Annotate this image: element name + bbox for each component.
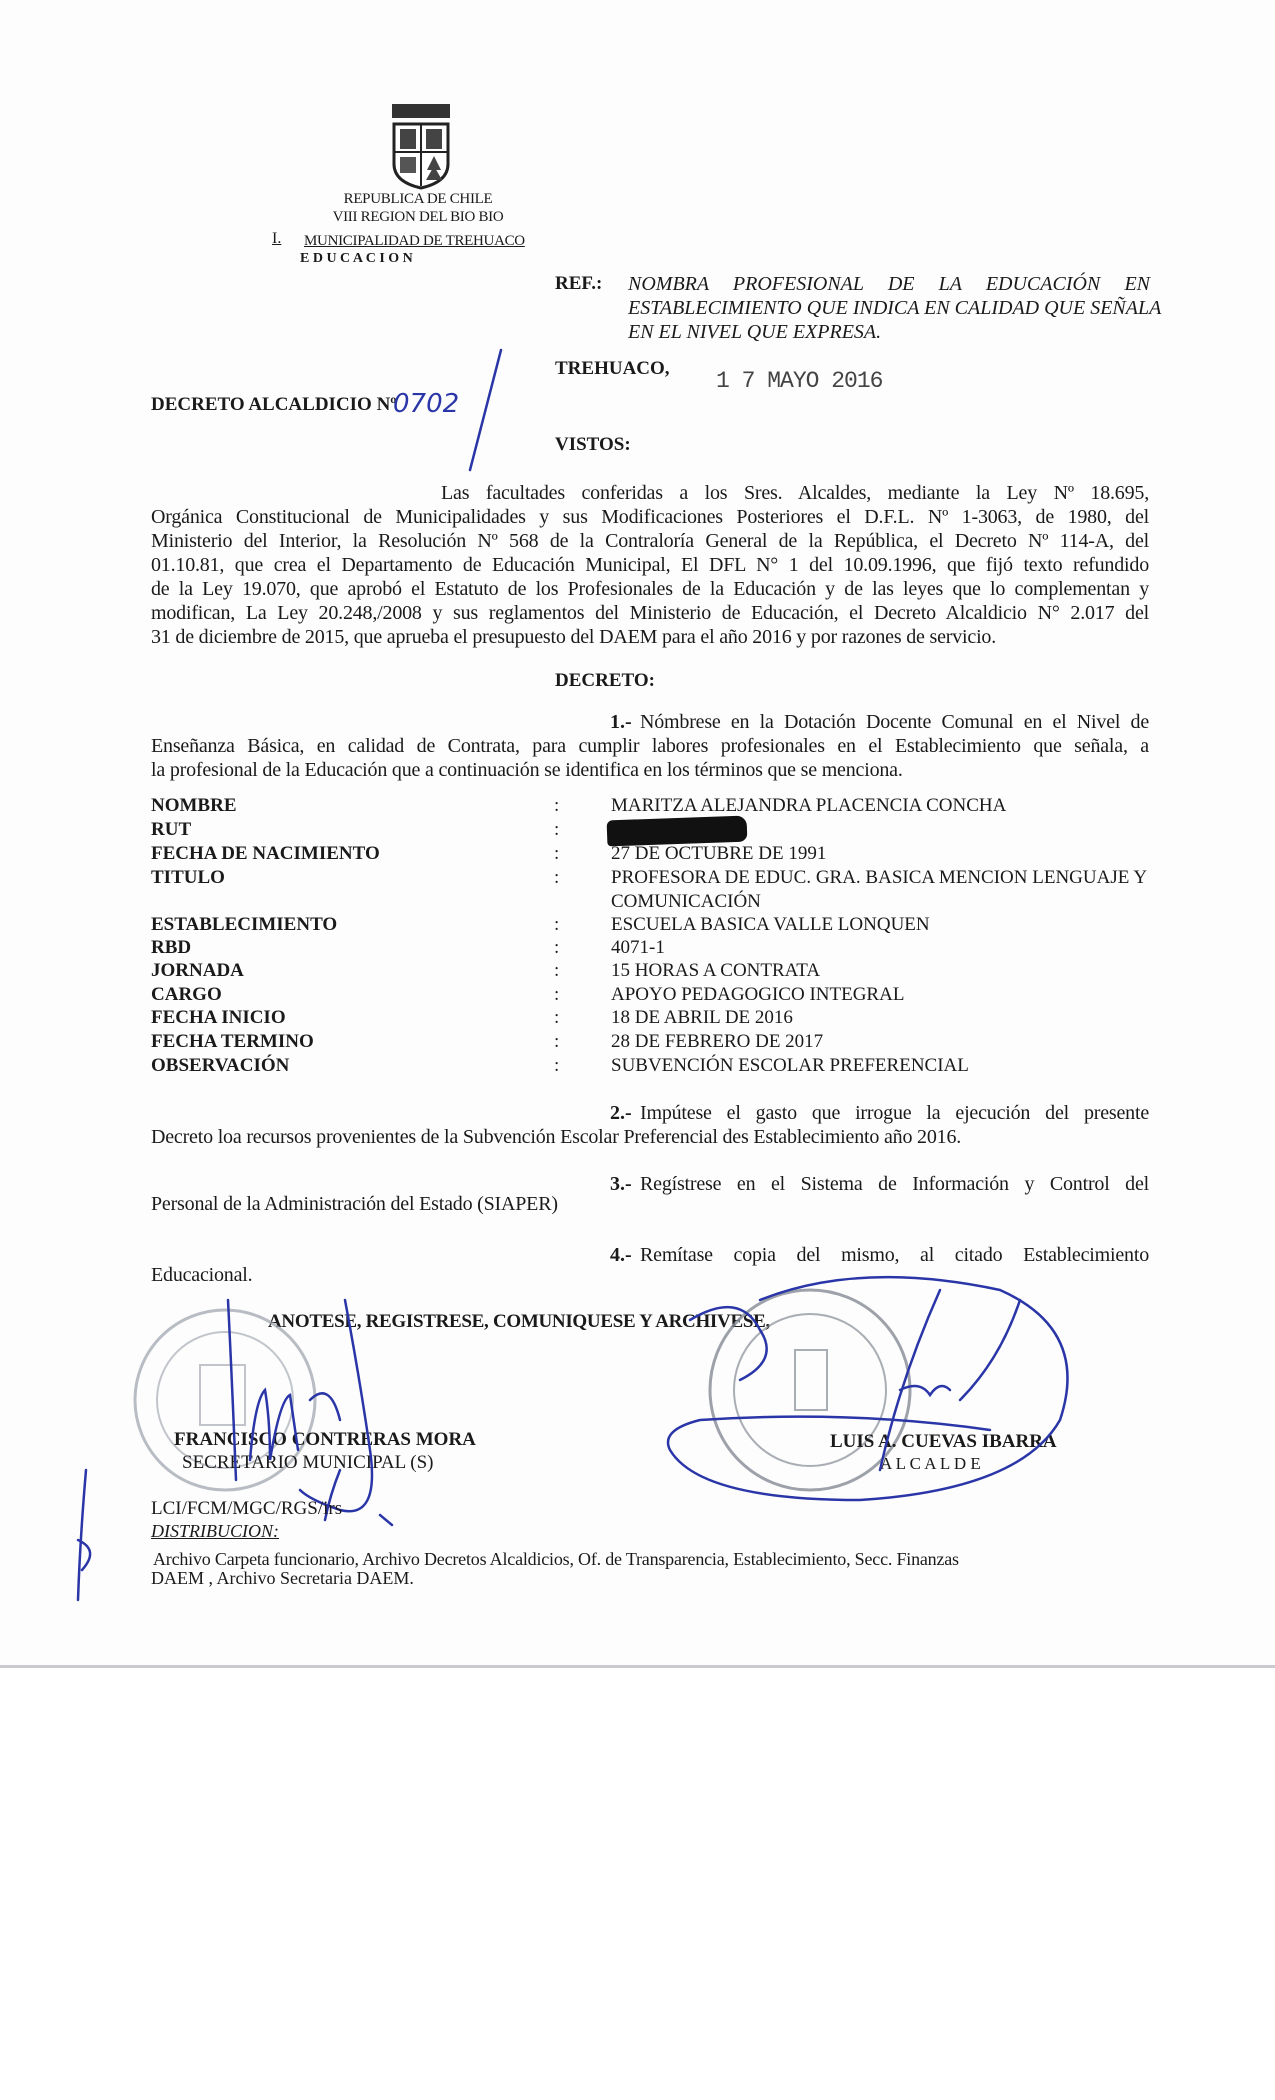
detail-label: TITULO [151, 867, 225, 888]
detail-label: RBD [151, 937, 192, 958]
detail-value: 27 DE OCTUBRE DE 1991 [611, 843, 827, 864]
vistos-line: de la Ley 19.070, que aprobó el Estatuto de los Profesionales de la Educación y de las leyes que lo complementan y [151, 578, 1149, 600]
detail-value: MARITZA ALEJANDRA PLACENCIA CONCHA [611, 795, 1007, 816]
detail-colon: : [554, 960, 560, 981]
mayor-title: A L C A L D E [880, 1454, 981, 1473]
detail-value: COMUNICACIÓN [611, 891, 761, 912]
municipal-crest-icon [0, 0, 1275, 300]
detail-colon: : [554, 984, 560, 1005]
detail-label: FECHA DE NACIMIENTO [151, 843, 380, 864]
item3-line: Regístrese en el Sistema de Información y Control del [640, 1173, 1149, 1195]
decreto-heading: DECRETO: [555, 670, 655, 691]
decree-number: 0702 [393, 389, 460, 419]
vistos-line: Las facultades conferidas a los Sres. Alcaldes, mediante la Ley Nº 18.695, [441, 482, 1149, 504]
detail-value: APOYO PEDAGOGICO INTEGRAL [611, 984, 905, 1005]
detail-value: SUBVENCIÓN ESCOLAR PREFERENCIAL [611, 1055, 969, 1076]
vistos-label: VISTOS: [555, 434, 631, 455]
detail-label: FECHA INICIO [151, 1007, 286, 1028]
initials: LCI/FCM/MGC/RGS/irs [151, 1498, 343, 1519]
detail-colon: : [554, 795, 560, 816]
municipality-prefix: I. [272, 230, 282, 247]
distribution-line: DAEM , Archivo Secretaria DAEM. [151, 1568, 414, 1588]
municipality-label: MUNICIPALIDAD DE TREHUACO [304, 233, 525, 249]
vistos-line: Orgánica Constitucional de Municipalidades y sus Modificaciones Posteriores el D.F.L. Nº 1-3063, de 1980, del [151, 506, 1149, 528]
date-stamp: 1 7 MAYO 2016 [716, 368, 883, 394]
distribution-label: DISTRIBUCION: [151, 1521, 279, 1541]
item1-line: Nómbrese en la Dotación Docente Comunal en el Nivel de [640, 711, 1149, 733]
detail-value: ESCUELA BASICA VALLE LONQUEN [611, 914, 930, 935]
closing-formula: ANOTESE, REGISTRESE, COMUNIQUESE Y ARCHIVESE, [268, 1311, 770, 1332]
detail-label: NOMBRE [151, 795, 237, 816]
detail-colon: : [554, 867, 560, 888]
detail-label: JORNADA [151, 960, 244, 981]
vistos-line: Ministerio del Interior, la Resolución Nº 568 de la Contraloría General de la República, el Decreto Nº 114-A, del [151, 530, 1149, 552]
item1-line: la profesional de la Educación que a continuación se identifica en los términos que se menciona. [151, 759, 903, 781]
decree-label: DECRETO ALCALDICIO Nº [151, 394, 397, 415]
detail-colon: : [554, 843, 560, 864]
detail-colon: : [554, 1007, 560, 1028]
detail-label: CARGO [151, 984, 222, 1005]
item-number: 3.- [610, 1173, 632, 1195]
detail-label: FECHA TERMINO [151, 1031, 314, 1052]
detail-label: ESTABLECIMIENTO [151, 914, 338, 935]
distribution-line: Archivo Carpeta funcionario, Archivo Decretos Alcaldicios, Of. de Transparencia, Establecimiento, Secc. Finanzas [153, 1549, 959, 1569]
detail-label: OBSERVACIÓN [151, 1055, 290, 1076]
item4-line: Educacional. [151, 1264, 253, 1286]
item-number: 2.- [610, 1102, 632, 1124]
vistos-line: 01.10.81, que crea el Departamento de Educación Municipal, El DFL N° 1 del 10.09.1996, que fijó texto refundido [151, 554, 1149, 576]
detail-value: 28 DE FEBRERO DE 2017 [611, 1031, 824, 1052]
detail-colon: : [554, 1055, 560, 1076]
secretary-name: FRANCISCO CONTRERAS MORA [174, 1429, 476, 1450]
department-label: E D U C A C I O N [300, 251, 413, 266]
region-label: VIII REGION DEL BIO BIO [332, 209, 504, 225]
ref-line: ESTABLECIMIENTO QUE INDICA EN CALIDAD QUE SEÑALA [628, 297, 1162, 319]
item3-line: Personal de la Administración del Estado (SIAPER) [151, 1193, 558, 1215]
ref-line: NOMBRA PROFESIONAL DE LA EDUCACIÓN EN [628, 273, 1150, 295]
detail-colon: : [554, 914, 560, 935]
detail-value: 15 HORAS A CONTRATA [611, 960, 821, 981]
country-label: REPUBLICA DE CHILE [343, 191, 493, 207]
item-number: 4.- [610, 1244, 632, 1266]
ref-line: EN EL NIVEL QUE EXPRESA. [628, 321, 882, 343]
place-label: TREHUACO, [555, 358, 670, 379]
detail-colon: : [554, 1031, 560, 1052]
item2-line: Impútese el gasto que irrogue la ejecución del presente [640, 1102, 1149, 1124]
detail-colon: : [554, 937, 560, 958]
detail-value: 4071-1 [611, 937, 665, 958]
item2-line: Decreto loa recursos provenientes de la Subvención Escolar Preferencial des Establecimiento año 2016. [151, 1126, 962, 1148]
mayor-name: LUIS A. CUEVAS IBARRA [830, 1431, 1057, 1452]
detail-colon: : [554, 819, 560, 840]
detail-label: RUT [151, 819, 192, 840]
ref-label: REF.: [555, 273, 603, 294]
item4-line: Remítase copia del mismo, al citado Establecimiento [640, 1244, 1149, 1266]
vistos-line: 31 de diciembre de 2015, que aprueba el presupuesto del DAEM para el año 2016 y por razones de servicio. [151, 626, 997, 648]
item-number: 1.- [610, 711, 632, 733]
detail-value: PROFESORA DE EDUC. GRA. BASICA MENCION LENGUAJE Y [611, 867, 1148, 888]
item1-line: Enseñanza Básica, en calidad de Contrata, para cumplir labores profesionales en el Establecimiento que señala, a [151, 735, 1149, 757]
secretary-title: SECRETARIO MUNICIPAL (S) [182, 1452, 434, 1473]
detail-value: 18 DE ABRIL DE 2016 [611, 1007, 793, 1028]
redacted-rut [607, 816, 748, 847]
vistos-line: modifican, La Ley 20.248,/2008 y sus reglamentos del Ministerio de Educación, el Decreto Alcaldicio N° 2.017 del [151, 602, 1149, 624]
